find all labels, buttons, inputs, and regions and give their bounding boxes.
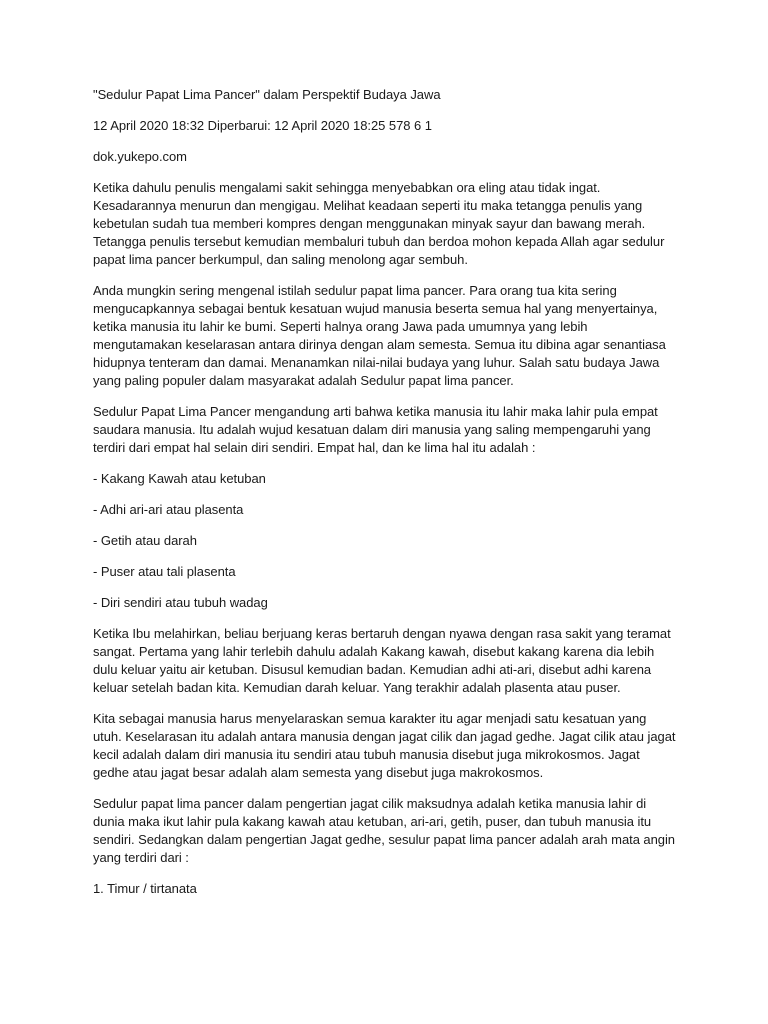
- document-page: [93, 86, 683, 911]
- paragraph-line: utuh. Keselarasan itu adalah antara manusia dengan jagat cilik dan jagad gedhe. Jagat cilik atau jagat: [93, 729, 676, 744]
- paragraph-line: dunia maka ikut lahir pula kakang kawah atau ketuban, ari-ari, getih, puser, dan tubuh manusia itu: [93, 814, 652, 829]
- paragraph-5: [93, 710, 683, 782]
- paragraph-line: saudara manusia. Itu adalah wujud kesatuan dalam diri manusia yang saling mempengaruhi yang: [93, 422, 651, 437]
- paragraph-line: sangat. Pertama yang lahir terlebih dahulu adalah Kakang kawah, disebut kakang karena dia lebih: [93, 644, 655, 659]
- paragraph-line: mengutamakan keselarasan antara dirinya dengan alam semesta. Semua itu dibina agar senantiasa: [93, 337, 666, 352]
- paragraph-line: ketika manusia itu lahir ke bumi. Seperti halnya orang Jawa pada umumnya yang lebih: [93, 319, 588, 334]
- paragraph-line: yang terdiri dari :: [93, 850, 189, 865]
- paragraph-line: papat lima pancer berkumpul, dan saling menolong agar sembuh.: [93, 252, 468, 267]
- list-item: - Getih atau darah: [93, 533, 197, 548]
- paragraph-line: sendiri. Sedangkan dalam pengertian Jagat gedhe, sesulur papat lima pancer adalah arah mata angin: [93, 832, 675, 847]
- paragraph-6: [93, 795, 683, 867]
- paragraph-line: Ketika Ibu melahirkan, beliau berjuang keras bertaruh dengan nyawa dengan rasa sakit yang teramat: [93, 626, 671, 641]
- publish-meta: 12 April 2020 18:32 Diperbarui: 12 April 2020 18:25 578 6 1: [93, 118, 432, 133]
- paragraph-line: kebetulan sudah tua memberi kompres dengan menggunakan minyak sayur dan bawang merah.: [93, 216, 646, 231]
- paragraph-line: Tetangga penulis tersebut kemudian membaluri tubuh dan berdoa mohon kepada Allah agar sedulur: [93, 234, 665, 249]
- paragraph-line: kecil adalah dalam diri manusia itu sendiri atau tubuh manusia disebut juga mikrokosmos. Jagat: [93, 747, 640, 762]
- list-item: - Puser atau tali plasenta: [93, 564, 236, 579]
- paragraph-line: Sedulur papat lima pancer dalam pengertian jagat cilik maksudnya adalah ketika manusia lahir di: [93, 796, 647, 811]
- list-item: - Adhi ari-ari atau plasenta: [93, 502, 244, 517]
- paragraph-line: terdiri dari empat hal selain diri sendiri. Empat hal, dan ke lima hal itu adalah :: [93, 440, 536, 455]
- paragraph-line: Ketika dahulu penulis mengalami sakit sehingga menyebabkan ora eling atau tidak ingat.: [93, 180, 601, 195]
- paragraph-line: yang paling populer dalam masyarakat adalah Sedulur papat lima pancer.: [93, 373, 514, 388]
- paragraph-line: mengucapkannya sebagai bentuk kesatuan wujud manusia beserta semua hal yang menyertainya,: [93, 301, 658, 316]
- paragraph-line: Kesadarannya menurun dan mengigau. Melihat keadaan seperti itu maka tetangga penulis yang: [93, 198, 643, 213]
- paragraph-line: Sedulur Papat Lima Pancer mengandung arti bahwa ketika manusia itu lahir maka lahir pula empat: [93, 404, 658, 419]
- paragraph-line: Kita sebagai manusia harus menyelaraskan semua karakter itu agar menjadi satu kesatuan yang: [93, 711, 647, 726]
- paragraph-1: [93, 179, 683, 269]
- paragraph-line: Anda mungkin sering mengenal istilah sedulur papat lima pancer. Para orang tua kita sering: [93, 283, 617, 298]
- list-item: - Diri sendiri atau tubuh wadag: [93, 595, 268, 610]
- paragraph-line: keluar setelah badan kita. Kemudian darah keluar. Yang terakhir adalah plasenta atau puser.: [93, 680, 621, 695]
- paragraph-2: [93, 282, 683, 390]
- paragraph-3: [93, 403, 683, 457]
- list-item: - Kakang Kawah atau ketuban: [93, 471, 266, 486]
- paragraph-line: dulu keluar yaitu air ketuban. Disusul kemudian badan. Kemudian adhi ati-ari, disebut adhi karena: [93, 662, 652, 677]
- paragraph-line: gedhe atau jagat besar adalah alam semesta yang disebut juga makrokosmos.: [93, 765, 544, 780]
- paragraph-line: hidupnya tenteram dan damai. Menanamkan nilai-nilai budaya yang luhur. Salah satu budaya Jawa: [93, 355, 660, 370]
- document-title: "Sedulur Papat Lima Pancer" dalam Perspektif Budaya Jawa: [93, 87, 441, 102]
- numbered-item: 1. Timur / tirtanata: [93, 881, 197, 896]
- source-credit: dok.yukepo.com: [93, 149, 187, 164]
- paragraph-4: [93, 625, 683, 697]
